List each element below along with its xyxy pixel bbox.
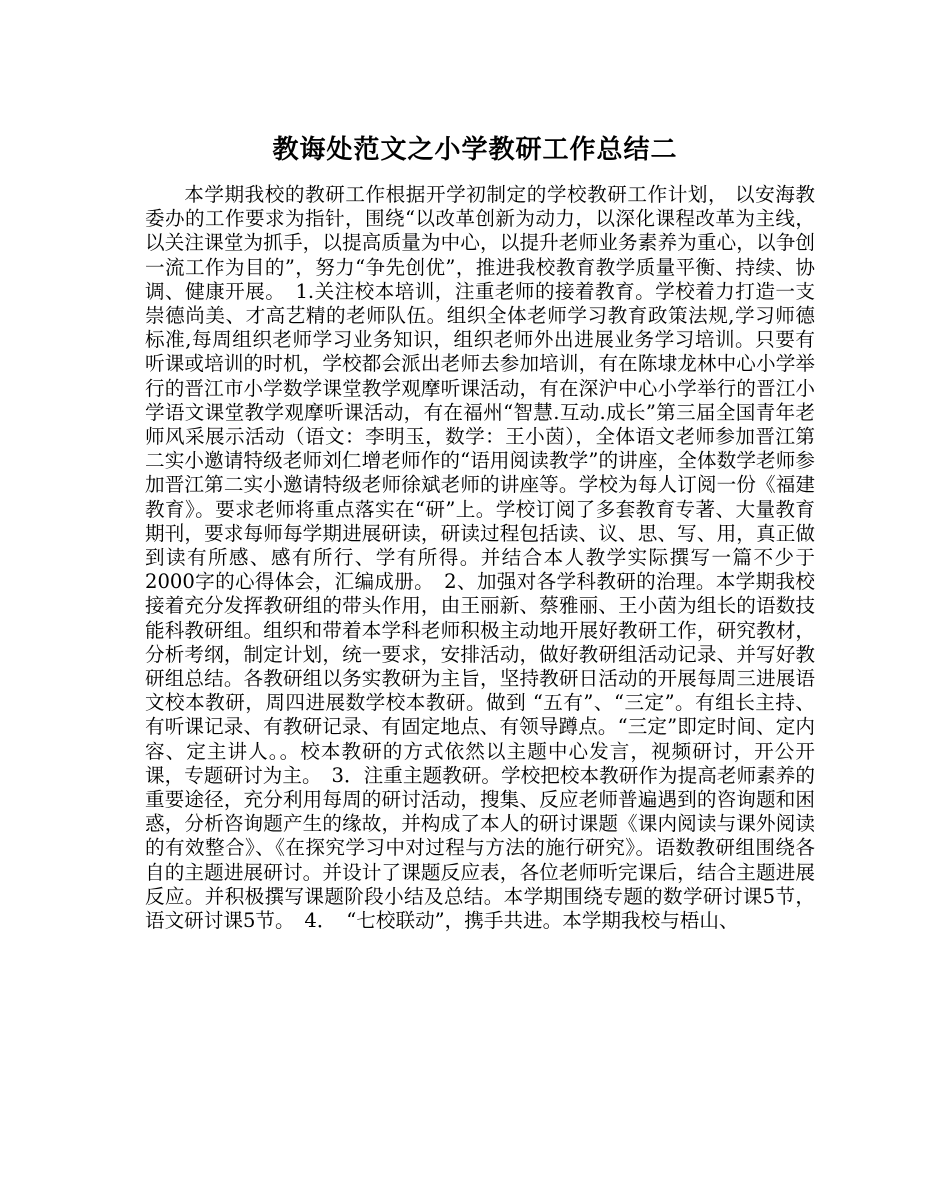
document-body: 本学期我校的教研工作根据开学初制定的学校教研工作计划， 以安海教委办的工作要求为指针，围绕“以改革创新为动力，以深化课程改革为主线，以关注课堂为抓手，以提高质量为中心，以提升老师业务素养为重心，以争创一流工作为目的”，努力“争先创优”，推进我校教育教学质量平衡、持续、协调、健康开展。 1.关注校本培训，注重老师的接着教育。学校着力打造一支崇德尚美、才高艺精的老师队伍。组织全体老师学习教育政策法规,学习师德标准,每周组织老师学习业务知识，组织老师外出进展业务学习培训。只要有听课或培训的时机，学校都会派出老师去参加培训，有在陈埭龙林中心小学举行的晋江市小学数学课堂教学观摩听课活动，有在深沪中心小学举行的晋江小学语文课堂教学观摩听课活动，有在福州“智慧.互动.成长”第三届全国青年老师风采展示活动（语文：李明玉，数学：王小茵），全体语文老师参加晋江第二实小邀请特级老师刘仁增老师作的“语用阅读教学”的讲座，全体数学老师参加晋江第二实小邀请特级老师徐斌老师的讲座等。学校为每人订阅一份《福建教育》。要求老师将重点落实在“研”上。学校订阅了多套教育专著、大量教育期刊，要求每师每学期进展研读，研读过程包括读、议、思、写、用，真正做到读有所感、感有所行、学有所得。并结合本人教学实际撰写一篇不少于2000字的心得体会，汇编成册。 2、加强对各学科教研的治理。本学期我校接着充分发挥教研组的带头作用，由王丽新、蔡雅丽、王小茵为组长的语数技能科教研组。组织和带着本学科老师积极主动地开展好教研工作，研究教材，分析考纲，制定计划，统一要求，安排活动，做好教研组活动记录、并写好教研组总结。各教研组以务实教研为主旨，坚持教研日活动的开展每周三进展语文校本教研，周四进展数学校本教研。做到 “五有”、“三定”。有组长主持、有听课记录、有教研记录、有固定地点、有领导蹲点。“三定”即定时间、定内容、定主讲人。。校本教研的方式依然以主题中心发言，视频研讨，开公开课，专题研讨为主。 3．注重主题教研。学校把校本教研作为提高老师素养的重要途径，充分利用每周的研讨活动，搜集、反应老师普遍遇到的咨询题和困惑，分析咨询题产生的缘故，并构成了本人的研讨课题《课内阅读与课外阅读的有效整合》、《在探究学习中对过程与方法的施行研究》。语数教研组围绕各自的主题进展研讨。并设计了课题反应表，各位老师听完课后，结合主题进展反应。并积极撰写课题阶段小结及总结。本学期围绕专题的数学研讨课5节，语文研讨课5节。 4． “七校联动”，携手共进。本学期我校与梧山、 [145,183,815,933]
document-title: 教诲处范文之小学教研工作总结二 [272,135,678,165]
